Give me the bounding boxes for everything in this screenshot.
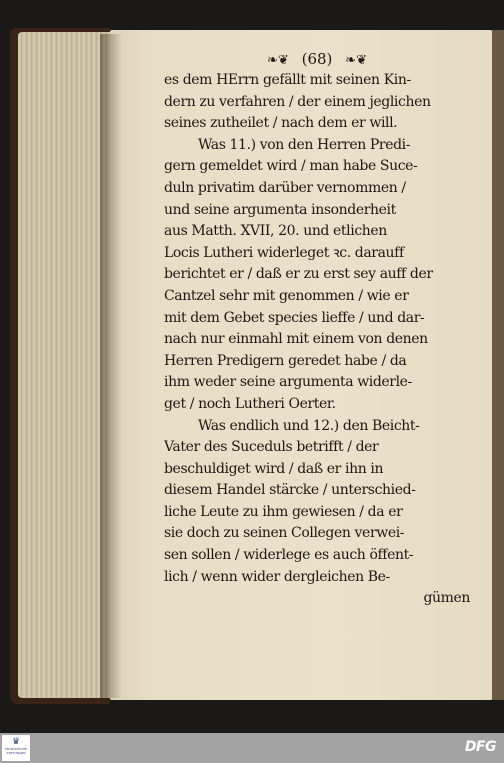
- header-ornament-right: ❧❦: [345, 53, 367, 68]
- text-line: sie doch zu seinen Collegen verwei-: [164, 525, 405, 542]
- text-line: ihm weder seine argumenta widerle-: [164, 374, 412, 391]
- text-line: Was endlich und 12.) den Beicht-: [198, 417, 420, 434]
- text-line: beschuldiget wird / daß er ihn in: [164, 460, 384, 477]
- viewer-footer-bar: [0, 733, 504, 763]
- text-line: dern zu verfahren / der einem jeglichen: [164, 93, 431, 110]
- crown-icon: ♛: [11, 737, 21, 747]
- catchword: gümen: [423, 590, 470, 607]
- text-line: diesem Handel stärcke / unterschied-: [164, 482, 416, 499]
- text-line: duln privatim darüber vernommen /: [164, 179, 406, 196]
- text-line: Was 11.) von den Herren Predi-: [198, 136, 411, 153]
- text-line: liche Leute zu ihm gewiesen / da er: [164, 503, 403, 520]
- text-line: mit dem Gebet species lieffe / und dar-: [164, 309, 425, 326]
- text-line: aus Matth. XVII, 20. und etlichen: [164, 223, 387, 240]
- text-line: berichtet er / daß er zu erst sey auff der: [164, 266, 433, 283]
- institution-logo[interactable]: [2, 735, 30, 761]
- page-number: (68): [301, 50, 333, 68]
- dfg-logo[interactable]: DFG: [464, 739, 496, 755]
- text-line: sen sollen / widerlege es auch öffent-: [164, 547, 414, 564]
- text-line: get / noch Lutheri Oerter.: [164, 395, 336, 412]
- text-line: Vater des Suceduls betrifft / der: [164, 439, 379, 456]
- text-line: lich / wenn wider dergleichen Be-: [164, 568, 390, 585]
- text-line: seines zutheilet / nach dem er will.: [164, 115, 398, 132]
- text-line: Locis Lutheri widerleget ꝛc. darauff: [164, 244, 404, 261]
- text-line: und seine argumenta insonderheit: [164, 201, 396, 218]
- page-header: [164, 48, 470, 70]
- page-text: [164, 48, 470, 610]
- gutter-shadow: [100, 34, 122, 698]
- text-line: nach nur einmahl mit einem von denen: [164, 331, 428, 348]
- page-right-edge: [492, 30, 504, 700]
- institution-name: FRANCKESCHE STIFTUNGEN: [4, 747, 28, 755]
- text-line: Herren Predigern geredet habe / da: [164, 352, 407, 369]
- text-line: es dem HErrn gefällt mit seinen Kin-: [164, 72, 411, 88]
- header-ornament-left: ❧❦: [267, 53, 289, 68]
- text-line: gern gemeldet wird / man habe Suce-: [164, 158, 418, 175]
- text-line: Cantzel sehr mit genommen / wie er: [164, 287, 409, 304]
